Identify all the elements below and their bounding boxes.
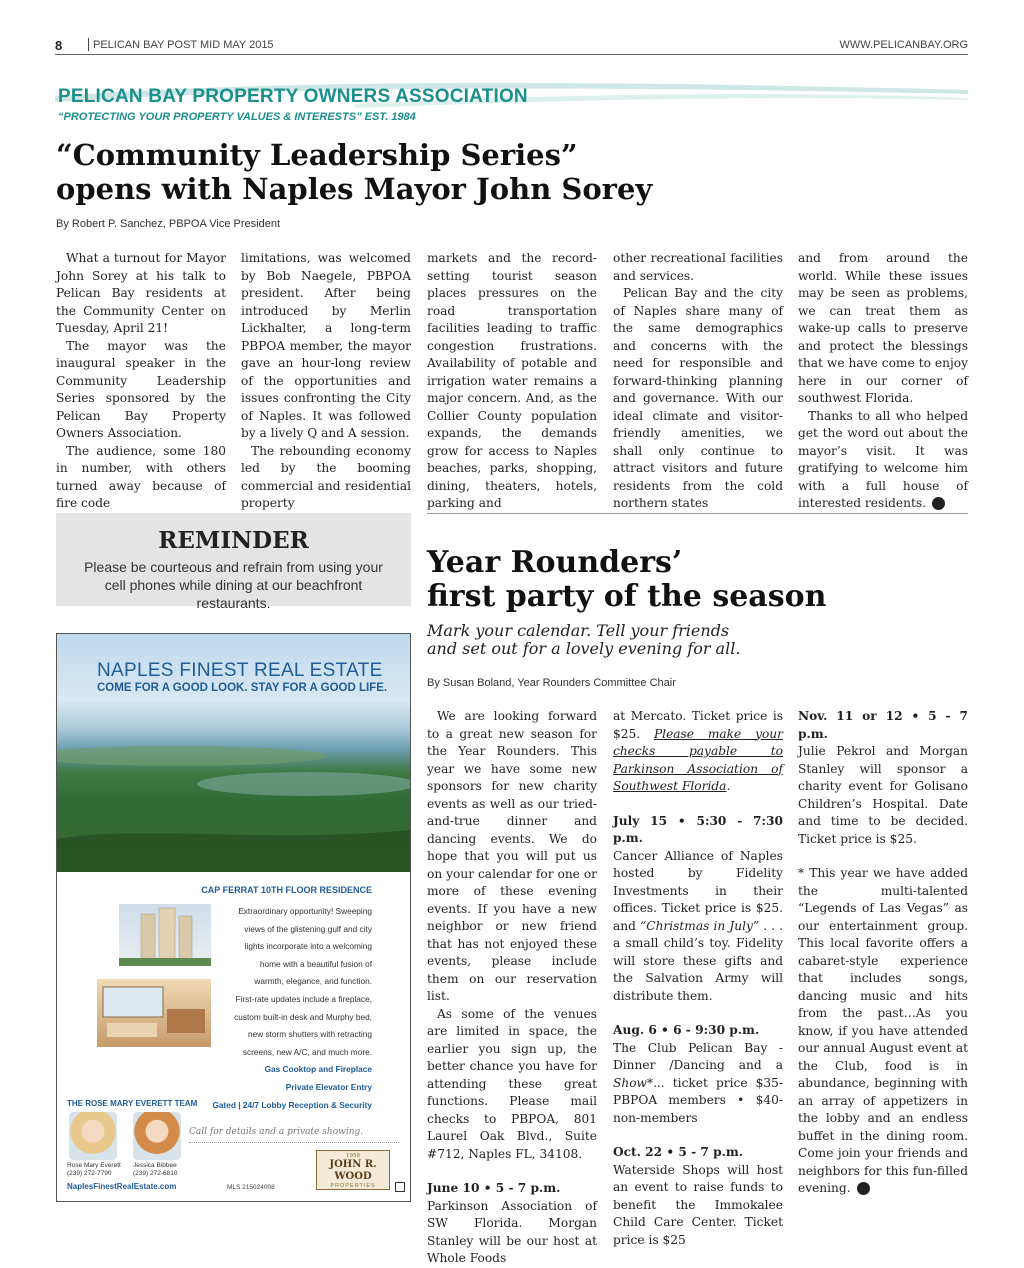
ad-line: Extraordinary opportunity! Sweeping	[238, 906, 372, 916]
agent2-phone: (239) 272-6810	[133, 1170, 178, 1177]
logo-name: JOHN R. WOOD	[329, 1159, 377, 1182]
reminder-box	[56, 513, 411, 611]
event-heading-june: June 10 • 5 - 7 p.m.	[427, 1181, 561, 1195]
article2-deck-line2: and set out for a lovely evening for all.	[427, 639, 741, 658]
article2-headline-line1: Year Rounders’	[427, 545, 683, 580]
header-divider-tick	[88, 38, 89, 51]
paragraph: What a turnout for Mayor John Sorey at his talk to Pelican Bay residents at the Community Center on Tuesday, April 21!	[56, 251, 226, 335]
ad-description	[212, 903, 372, 1114]
agent2-name: Jessica Bibbee	[133, 1162, 177, 1169]
page-number: 8	[55, 38, 63, 53]
article2-byline: By Susan Boland, Year Rounders Committee Chair	[427, 677, 676, 689]
paragraph: other recreational facilities and services.	[613, 251, 783, 283]
event-text-june: Parkinson Association of SW Florida. Morgan Stanley will be our host at Whole Foods	[427, 1198, 597, 1265]
event-text-oct: Waterside Shops will host an event to raise funds to benefit the Immokalee Child Care Center. Ticket price is $25	[613, 1162, 783, 1247]
paragraph: markets and the record-setting tourist season places pressures on the road transportation facilities leading to traffic congestion frustrations. Availability of potable and irrigation water remains a major concern. And, as the Collier County population expands, the demands grow for access to Naples beaches, parks, shopping, dining, theaters, hotels, parking and	[427, 251, 597, 510]
header-rule	[55, 54, 968, 55]
building-icon	[119, 904, 211, 966]
agent1-phone: (239) 272-7790	[67, 1170, 112, 1177]
article2-column-2	[613, 708, 783, 1249]
ad-website: NaplesFinestRealEstate.com	[67, 1182, 177, 1191]
event-text-july	[613, 848, 783, 1006]
ad-line: warmth, elegance, and function.	[254, 976, 372, 987]
event-text: . . . a small child’s toy. Fidelity will store these gifts and the Salvation Army will distribute them.	[613, 918, 784, 1003]
article1-column-5	[798, 250, 968, 513]
spacer	[613, 1005, 783, 1022]
paragraph-text: at Mercato. Ticket price is $25.	[613, 709, 783, 741]
reminder-text: Please be courteous and refrain from using your cell phones while dining at our beachfront restaurants.	[84, 559, 383, 611]
event-text-nov: Julie Pekrol and Morgan Stanley will sponsor a charity event for Golisano Children’s Hospital. Date and time to be decided. Ticket price is $25.	[798, 744, 968, 846]
paragraph: The audience, some 180 in number, with others turned away because of fire code	[56, 443, 226, 510]
ad-line: lights incorporate into a welcoming	[244, 941, 372, 952]
event-text: Cancer Alliance of Naples hosted by Fidelity Investments in their offices. Ticket price is $25. and	[613, 848, 783, 933]
article2-deck-line1: Mark your calendar. Tell your friends	[427, 621, 730, 640]
article2-headline-line2: first party of the season	[427, 579, 827, 614]
paragraph	[798, 408, 968, 513]
event-text: The Club Pelican Bay - Dinner /Dancing and a	[613, 1040, 783, 1072]
real-estate-ad	[56, 633, 411, 1202]
article1-column-1	[56, 250, 226, 513]
section-title: PELICAN BAY PROPERTY OWNERS ASSOCIATION	[58, 86, 528, 107]
ad-call-text: Call for details and a private showing.	[189, 1127, 364, 1137]
publication-name: PELICAN BAY POST MID MAY 2015	[93, 39, 274, 51]
spacer	[613, 1127, 783, 1144]
paragraph: at Mercato. Ticket price is $25. Please make your checks payable to Parkinson Association of Southwest Florida.	[613, 709, 783, 793]
spacer	[798, 848, 968, 865]
ad-line: views of the glistening gulf and city	[244, 923, 372, 934]
article-divider	[427, 513, 968, 514]
paragraph: The mayor was the inaugural speaker in the Community Leadership Series sponsored by the Pelican Bay Property Owners Association.	[56, 338, 226, 440]
event-text: *... ticket price $35-PBPOA members • $40-non-members	[613, 1075, 783, 1125]
john-r-wood-logo	[316, 1150, 390, 1190]
paragraph-text: Thanks to all who helped get the word out about the mayor’s visit. It was gratifying to welcome him with a full house of interested residents.	[798, 408, 968, 510]
event-heading-july: July 15 • 5:30 - 7:30 p.m.	[613, 813, 783, 845]
article1-byline: By Robert P. Sanchez, PBPOA Vice President	[56, 218, 280, 230]
section-tagline: “PROTECTING YOUR PROPERTY VALUES & INTERESTS” EST. 1984	[58, 111, 416, 123]
ad-line: custom built-in desk and Murphy bed,	[234, 1011, 372, 1022]
checks-payable-note: Please make your checks payable to Parkinson Association of Southwest Florida	[613, 726, 783, 793]
agent1-photo	[69, 1112, 117, 1160]
logo-subtitle: PROPERTIES	[330, 1183, 376, 1189]
ad-line: home with a beautiful fusion of	[259, 958, 372, 969]
spacer	[427, 1163, 597, 1180]
end-of-article-icon	[932, 497, 945, 510]
ad-line: new storm shutters with retracting	[247, 1029, 372, 1040]
paragraph: As some of the venues are limited in space, the earlier you sign up, the better chance you have for attending these great functions. Please mail checks to PBPOA, 801 Laurel Oak Blvd., Suite #712, Naples FL, 34108.	[427, 1006, 597, 1161]
reminder-title: REMINDER	[158, 527, 309, 554]
article2-column-3	[798, 708, 968, 1198]
event-heading-nov: Nov. 11 or 12 • 5 - 7 p.m.	[798, 709, 968, 741]
agent2-photo	[133, 1112, 181, 1160]
ad-feature: Private Elevator Entry	[285, 1081, 372, 1092]
ad-dotted-rule	[189, 1142, 399, 1143]
ad-feature: Gas Cooktop and Fireplace	[264, 1064, 372, 1075]
ad-title: NAPLES FINEST REAL ESTATE	[97, 660, 383, 681]
entertainment-note	[798, 865, 968, 1198]
interior-icon	[97, 979, 211, 1047]
ad-mls-number: MLS 215024008	[227, 1184, 275, 1191]
equal-housing-icon	[395, 1182, 405, 1192]
article1-headline	[56, 138, 652, 206]
article1-headline-line1: “Community Leadership Series”	[56, 138, 578, 172]
building-photo	[119, 904, 211, 966]
article2-deck	[427, 622, 740, 658]
event-italic: “Christmas in July”	[640, 918, 760, 933]
spacer	[613, 796, 783, 813]
logo-year: 1958	[346, 1153, 360, 1159]
event-text-aug	[613, 1040, 783, 1128]
ad-team-name: THE ROSE MARY EVERETT TEAM	[67, 1099, 198, 1108]
ad-subtitle: COME FOR A GOOD LOOK. STAY FOR A GOOD LIFE.	[97, 682, 388, 694]
paragraph: and from around the world. While these issues may be seen as problems, we can treat them as wake-up calls to preserve and protect the blessings that we have come to enjoy here in our corner of southwest Florida.	[798, 251, 968, 405]
article2-headline	[427, 546, 826, 614]
interior-photo	[97, 979, 211, 1047]
ad-line: First-rate updates include a fireplace,	[235, 993, 372, 1004]
event-heading-aug: Aug. 6 • 6 - 9:30 p.m.	[613, 1023, 760, 1037]
agent1-name: Rose Mary Everett	[67, 1162, 121, 1169]
article2-column-1	[427, 708, 597, 1268]
paragraph: limitations, was welcomed by Bob Naegele, PBPOA president. After being introduced by Merlin Lickhalter, a long-term PBPOA member, the mayor gave an hour-long review of the opportunities and issues confronting the City of Naples. It was followed by a lively Q and A session.	[241, 251, 411, 440]
ad-line: screens, new A/C, and much more.	[242, 1046, 372, 1057]
event-heading-oct: Oct. 22 • 5 - 7 p.m.	[613, 1145, 744, 1159]
article1-column-3	[427, 250, 597, 513]
paragraph: We are looking forward to a great new season for the Year Rounders. This year we have some new sponsors for new charity events as well as our tried-and-true dinner and dancing events. We do hope that you will put us on your calendar for one or more of these evening events. If you have a new neighbor or new friend that has not enjoyed these events, please include them on our reservation list.	[427, 709, 597, 1003]
event-italic: Show	[613, 1075, 647, 1090]
paragraph: The rebounding economy led by the booming commercial and residential property	[241, 443, 411, 510]
ad-residence-title: CAP FERRAT 10TH FLOOR RESIDENCE	[201, 885, 372, 895]
end-of-article-icon	[857, 1182, 870, 1195]
paragraph-text: * This year we have added the multi-talented “Legends of Las Vegas” as our entertainment group. This local favorite offers a cabaret-style experience that includes songs, dancing music and hits from the past…As you know, if you have attended our annual August event at the Club, food is in abundance, beginning with an array of appetizers in the lobby and an endless buffet in the dining room. Come join your friends and neighbors for this fun-filled evening.	[798, 866, 968, 1195]
article1-column-4	[613, 250, 783, 513]
paragraph: Pelican Bay and the city of Naples share many of the same demographics and concerns with the need for responsible and forward-thinking planning and governance. With our ideal climate and visitor-friendly amenities, we shall only continue to attract visitors and future residents from the cold northern states	[613, 286, 783, 510]
article1-column-2	[241, 250, 411, 513]
ad-feature: Gated | 24/7 Lobby Reception & Security	[212, 1099, 372, 1110]
website-url: WWW.PELICANBAY.ORG	[839, 39, 968, 51]
article1-headline-line2: opens with Naples Mayor John Sorey	[56, 172, 653, 206]
